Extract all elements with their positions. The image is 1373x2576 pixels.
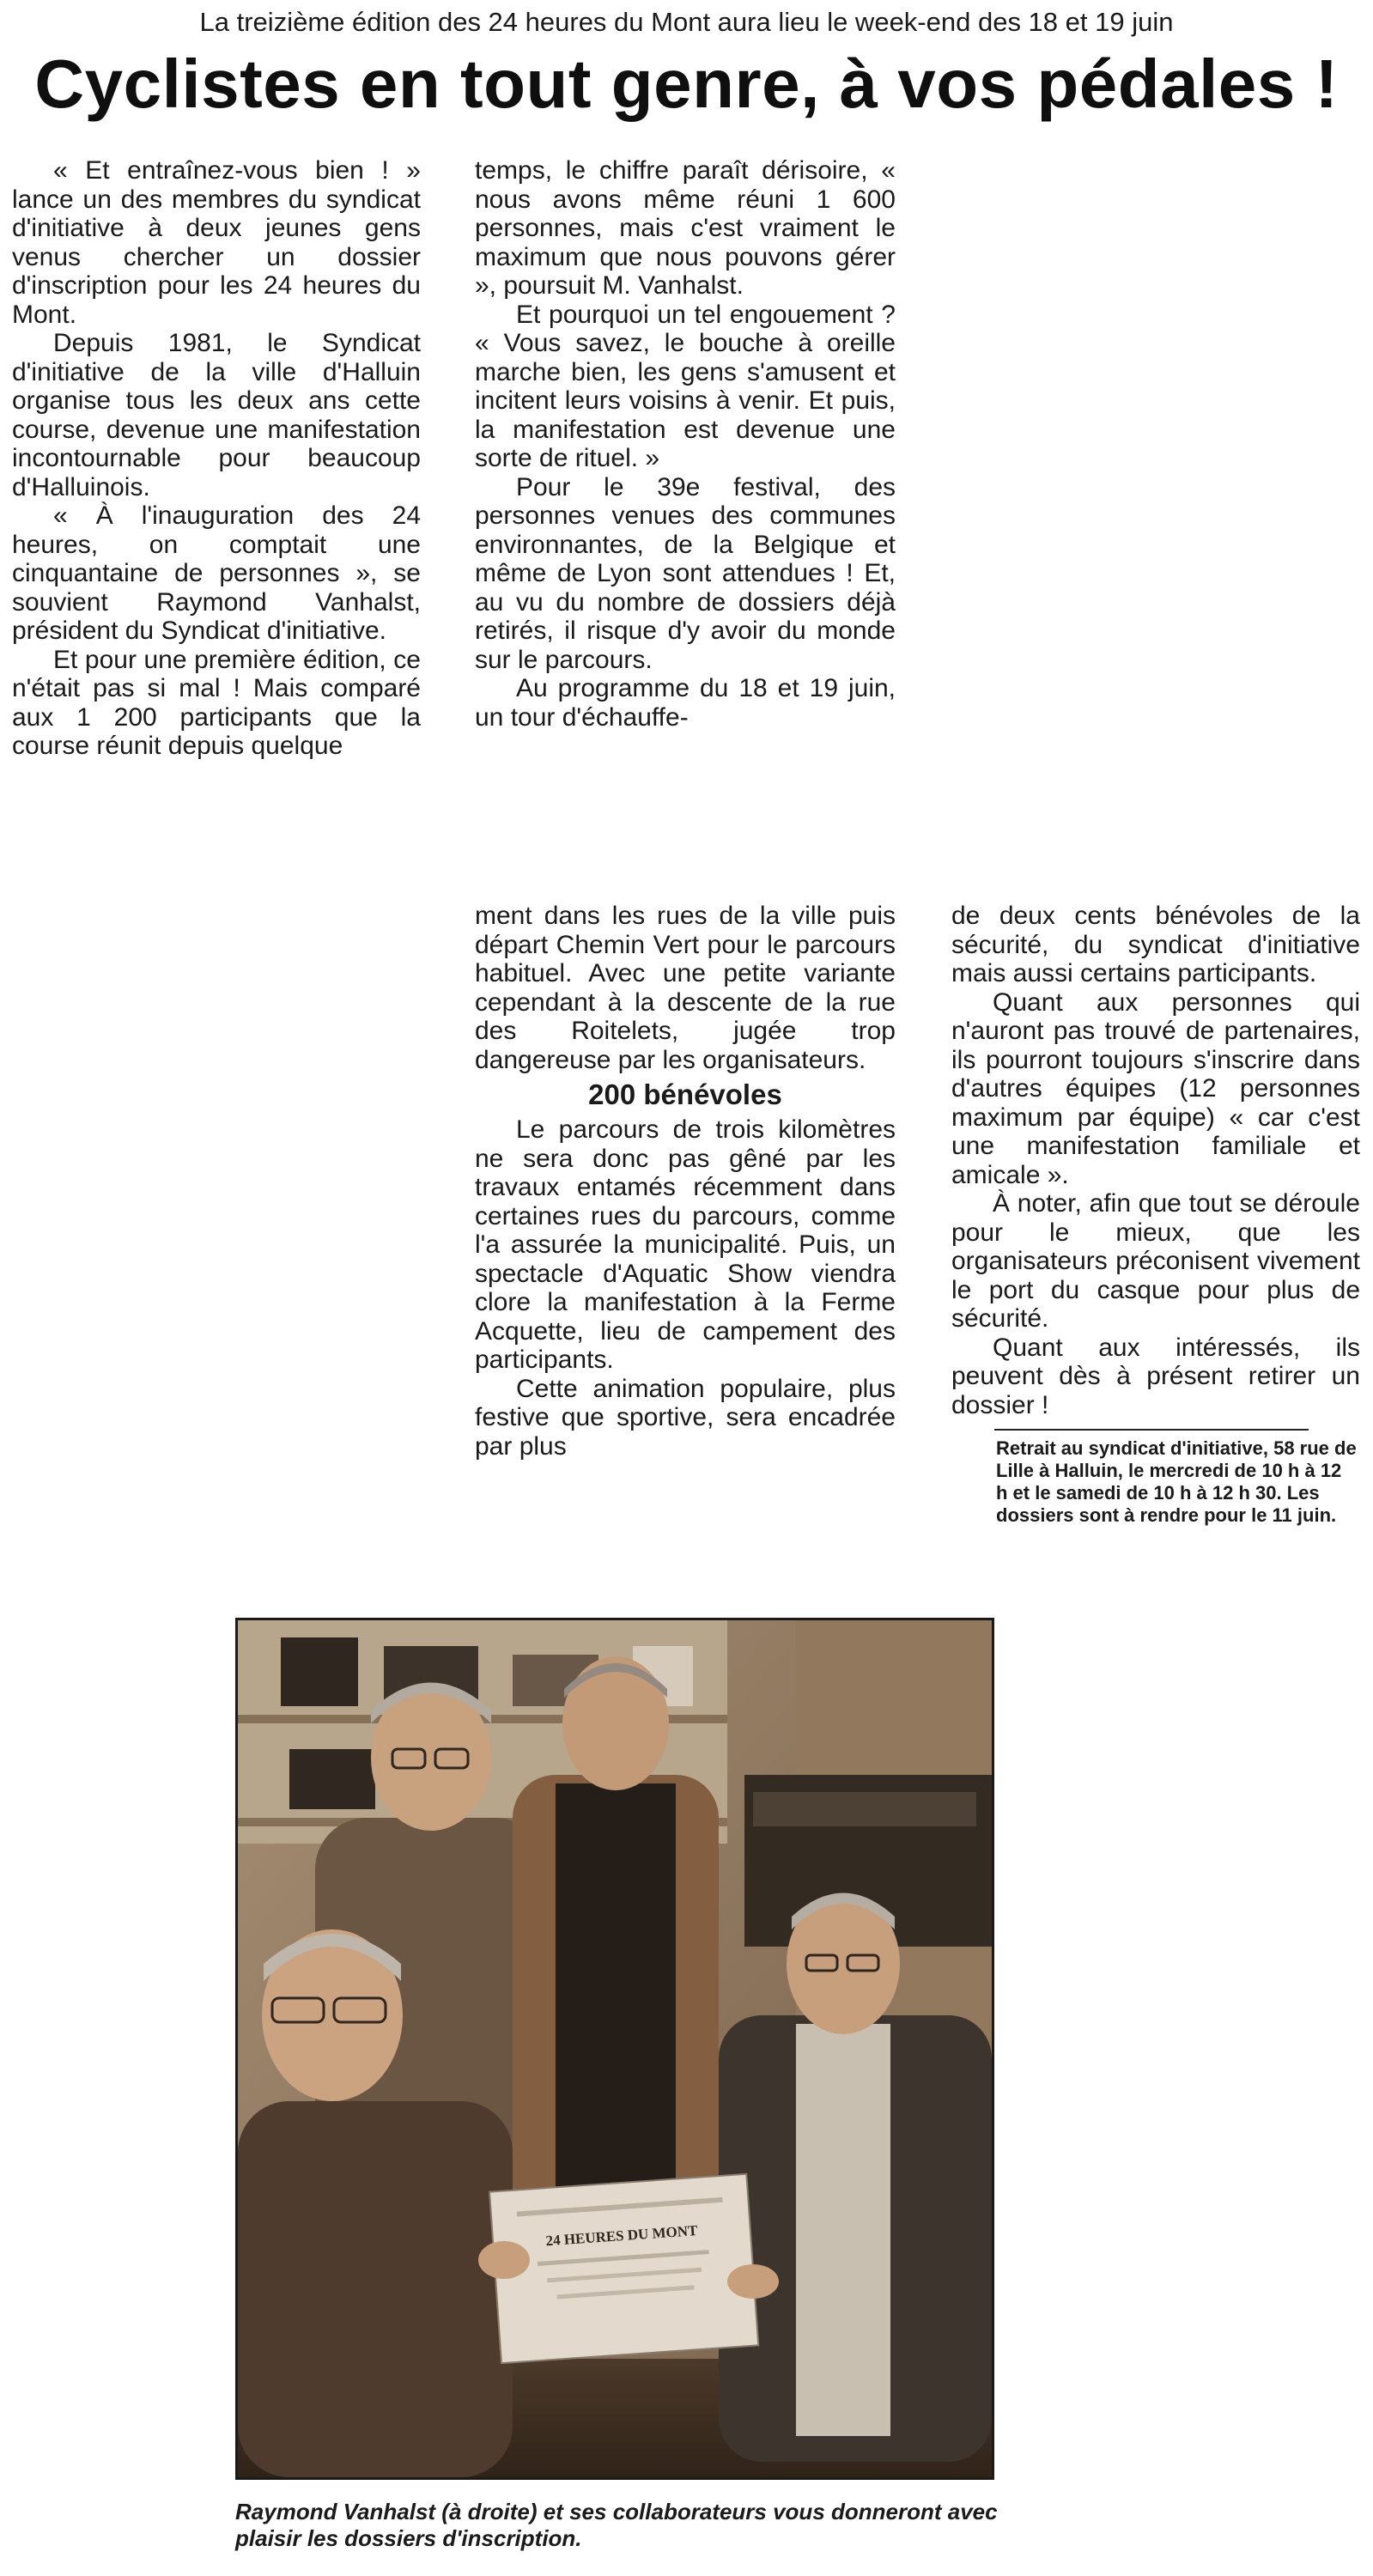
paragraph: ment dans les rues de la ville puis départ Chemin Vert pour le parcours habituel. Avec une petite variante cependant à la descente de la rue des Roitelets, jugée trop dangereuse par les organisateurs. (475, 902, 896, 1074)
article-column-2-bottom (475, 902, 896, 1461)
paragraph: Au programme du 18 et 19 juin, un tour d'échauffe- (475, 674, 896, 732)
paragraph: « À l'inauguration des 24 heures, on comptait une cinquantaine de personnes », se souvient Raymond Vanhalst, président du Syndicat d'initiative. (12, 501, 421, 645)
paragraph: de deux cents bénévoles de la sécurité, du syndicat d'initiative mais aussi certains participants. (951, 902, 1360, 987)
article-kicker: La treizième édition des 24 heures du Mont aura lieu le week-end des 18 et 19 juin (199, 7, 1174, 37)
paragraph: Et pour une première édition, ce n'était pas si mal ! Mais comparé aux 1 200 participants que la course réunit depuis quelque (12, 645, 421, 760)
paragraph: temps, le chiffre paraît dérisoire, « nous avons même réuni 1 600 personnes, mais c'est vraiment le maximum que nous pouvons gérer », poursuit M. Vanhalst. (475, 156, 896, 300)
paragraph: Et pourquoi un tel engouement ? « Vous savez, le bouche à oreille marche bien, les gens s'amusent et incitent leurs voisins à venir. Et puis, la manifestation est devenue une sorte de rituel. » (475, 300, 896, 472)
paragraph: À noter, afin que tout se déroule pour le mieux, que les organisateurs préconisent vivement le port du casque pour plus de sécurité. (951, 1189, 1360, 1333)
article-photo (235, 1618, 994, 2480)
paragraph: Cette animation populaire, plus festive que sportive, sera encadrée par plus (475, 1374, 896, 1461)
paragraph: Pour le 39e festival, des personnes venues des communes environnantes, de la Belgique et même de Lyon sont attendues ! Et, au vu du nombre de dossiers déjà retirés, il risque d'y avoir du monde sur le parcours. (475, 472, 896, 674)
photo-sign-text: 24 HEURES DU MONT (544, 2221, 698, 2250)
note-divider (994, 1429, 1309, 1431)
article-column-1 (12, 156, 421, 761)
paragraph: Quant aux intéressés, ils peuvent dès à présent retirer un dossier ! (951, 1333, 1360, 1419)
paragraph: Quant aux personnes qui n'auront pas trouvé de partenaires, ils pourront toujours s'inscrire dans d'autres équipes (12 personnes maximum par équipe) « car c'est une manifestation familiale et amicale ». (951, 987, 1360, 1189)
article-headline: Cyclistes en tout genre, à vos pédales ! (34, 46, 1339, 122)
article-column-2-top (475, 156, 896, 732)
paragraph: « Et entraînez-vous bien ! » lance un des membres du syndicat d'initiative à deux jeunes gens venus chercher un dossier d'inscription pour les 24 heures du Mont. (12, 156, 421, 329)
photo-illustration (238, 1620, 992, 2477)
paragraph: Le parcours de trois kilomètres ne sera donc pas gêné par les travaux entamés récemment dans certaines rues du parcours, comme l'a assurée la municipalité. Puis, un spectacle d'Aquatic Show viendra clore la manifestation à la Ferme Acquette, lieu de campement des participants. (475, 1115, 896, 1374)
article-column-3 (951, 902, 1360, 1419)
subheading: 200 bénévoles (588, 1078, 782, 1110)
paragraph: Depuis 1981, le Syndicat d'initiative de la ville d'Halluin organise tous les deux ans cette course, devenue une manifestation incontournable pour beaucoup d'Halluinois. (12, 329, 421, 501)
photo-caption: Raymond Vanhalst (à droite) et ses collaborateurs vous donneront avec plaisir les dossiers d'inscription. (235, 2499, 998, 2551)
info-note: Retrait au syndicat d'initiative, 58 rue de Lille à Halluin, le mercredi de 10 h à 12 h et le samedi de 10 h à 12 h 30. Les dossiers sont à rendre pour le 11 juin. (996, 1437, 1357, 1526)
